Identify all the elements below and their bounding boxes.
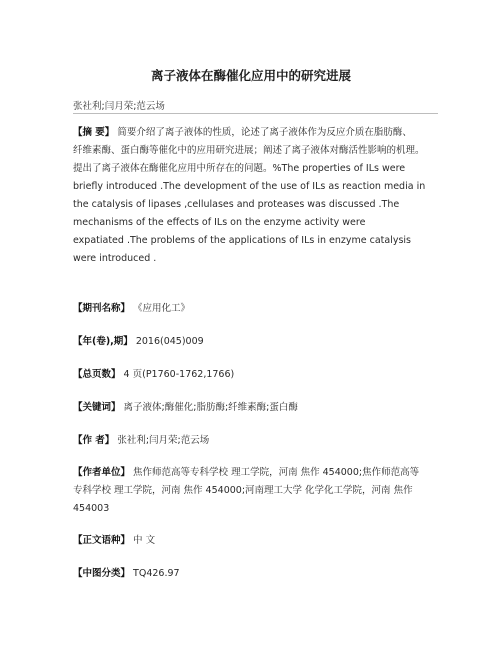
abstract-line-5: the catalysis of lipases ,cellulases and proteases was discussed .The: [73, 199, 400, 210]
clc-field: [73, 565, 180, 579]
abstract-line-6: mechanisms of the effects of ILs on the enzyme activity were: [73, 217, 366, 228]
abstract-line-2: 纤维素酶、蛋白酶等催化中的应用研究进展；阐述了离子液体对酶活性影响的机理。: [73, 145, 425, 156]
abstract-line-3: 提出了离子液体在酶催化应用中所存在的问题。%The properties of ILs were: [73, 163, 406, 174]
keywords-value: 离子液体;酶催化;脂肪酶;纤维素酶;蛋白酶: [123, 402, 298, 413]
clc-value: TQ426.97: [133, 568, 180, 579]
keywords-label: 【关键词】: [73, 402, 121, 413]
unit-label: 【作者单位】: [73, 467, 131, 478]
journal-field: [73, 300, 190, 314]
pages-field: [73, 366, 234, 380]
abstract-line-4: briefly introduced .The development of the use of ILs as reaction media in: [73, 181, 426, 192]
issue-label: 【年(卷),期】: [73, 336, 133, 347]
language-label: 【正文语种】: [73, 535, 131, 546]
journal-value: 《应用化工》: [133, 303, 191, 314]
unit-line-2: 专科学校 理工学院，河南 焦作 454000;河南理工大学 化学化工学院，河南 焦作: [73, 485, 413, 496]
clc-label: 【中图分类】: [73, 568, 131, 579]
language-value: 中 文: [133, 535, 156, 546]
journal-label: 【期刊名称】: [73, 303, 131, 314]
authors-field: [73, 432, 209, 446]
abstract-label: 【摘 要】: [73, 127, 115, 138]
issue-value: 2016(045)009: [135, 336, 204, 347]
language-field: [73, 532, 155, 546]
abstract-line-7: expatiated .The problems of the applications of ILs in enzyme catalysis: [73, 235, 412, 246]
unit-line-3: 454003: [73, 503, 110, 514]
abstract-line-8: were introduced .: [73, 253, 157, 264]
keywords-field: [73, 399, 298, 413]
unit-field: [73, 464, 443, 518]
issue-field: [73, 333, 204, 347]
author-line: 张社利;闫月荣;范云场: [73, 101, 165, 112]
abstract-line-1: 【摘 要】 简要介绍了离子液体的性质，论述了离子液体作为反应介质在脂肪酶、: [73, 127, 412, 138]
divider: [73, 113, 438, 114]
document-title: 离子液体在酶催化应用中的研究进展: [150, 68, 351, 83]
pages-value: 4 页(P1760-1762,1766): [123, 369, 235, 380]
unit-line-1: 【作者单位】 焦作师范高等专科学校 理工学院，河南 焦作 454000;焦作师范高等: [73, 467, 420, 478]
abstract-section: [73, 124, 443, 268]
pages-label: 【总页数】: [73, 369, 121, 380]
authors-label: 【作 者】: [73, 435, 115, 446]
authors-value: 张社利;闫月荣;范云场: [117, 435, 210, 446]
